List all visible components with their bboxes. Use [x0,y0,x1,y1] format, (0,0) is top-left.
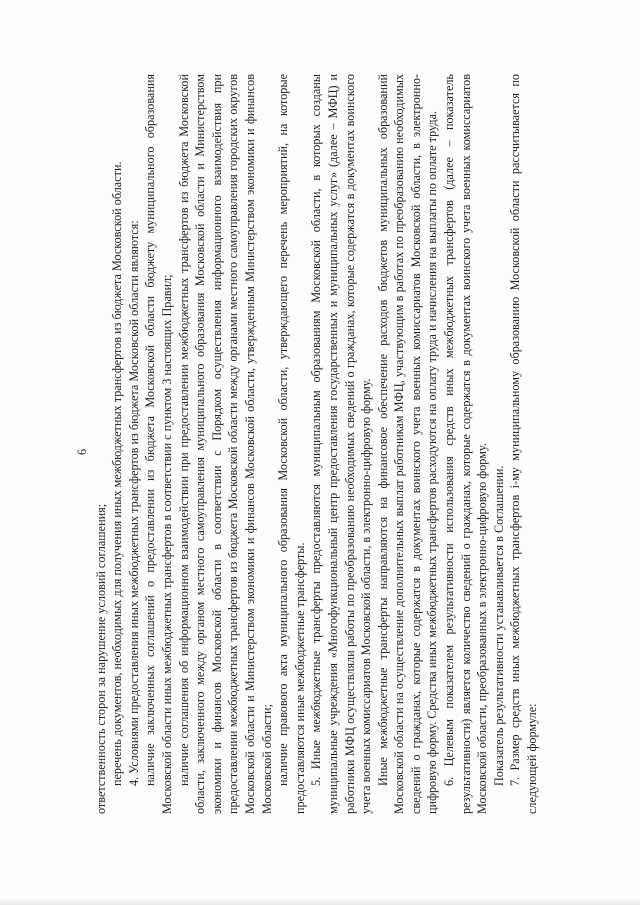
paragraph: 5. Иные межбюджетные трансферты предоставляются муниципальным образованиям Московской области, в которых созданы муниципальные учреждения «Многофункциональный центр предоставления государственных и муниципальных услуг» (далее – МФЦ) и работники МФЦ осуществляли работы по преобразованию необходимых сведений о гражданах, которые содержатся в документах воинского учета военных комиссариатов Московской области, в электронно-цифровую форму. [309,74,374,814]
paragraph: 4. Условиями предоставления иных межбюджетных трансфертов из бюджета Московской области являются: [126,220,141,786]
rotated-text-block [40,32,600,872]
page-number: 6 [75,448,89,456]
body-text [93,32,541,872]
paragraph: Показатель результативности устанавливается в Соглашении. [491,465,506,786]
paragraph: перечень документов, необходимых для получения иных межбюджетных трансфертов из бюджета Московской области. [110,161,125,786]
paragraph: наличие соглашения об информационном взаимодействии при предоставлении межбюджетных трансфертов из бюджета Московской области, заключенного между органом местного самоуправления муниципального образования Московской области и Министерством экономики и финансов Московской области в соответствии с Порядком осуществления информационного взаимодействия при предоставлении межбюджетных трансфертов из бюджета Московской области между органами местного самоуправления городских округов Московской области и Министерством экономики и финансов Московской области, утвержденным Министерством экономики и финансов Московской области; [176,74,274,814]
scan-edge [0,897,640,905]
paragraph: 7. Размер средств иных межбюджетных трансфертов i-му муниципальному образованию Московской области рассчитывается по следующей формуле: [508,74,540,814]
paragraph: Иные межбюджетные трансферты направляются на финансовое обеспечение расходов бюджетов муниципальных образований Московской области на осуществление дополнительных выплат работникам МФЦ, участвующим в работах по преобразованию необходимых сведений о гражданах, которые содержатся в документах воинского учета военных комиссариатов Московской области, в электронно-цифровую форму. Средства иных межбюджетных трансфертов расходуются на оплату труда и начисления на выплаты по оплате труда. [375,74,440,814]
paragraph: ответственность сторон за нарушение условий соглашения; [93,503,108,814]
paragraph: наличие заключенных соглашений о предоставлении из бюджета Московской области бюджету муниципального образования Московской области иных межбюджетных трансфертов в соответствии с пунктом 3 настоящих Правил; [143,74,174,814]
paragraph: наличие правового акта муниципального образования Московской области, утверждающего перечень мероприятий, на которые предоставляются иные межбюджетные трансферты. [276,74,307,814]
paragraph: 6. Целевым показателем результативности использования средств иных межбюджетных трансфертов (далее – показатель результативности) является количество сведений о гражданах, которые содержатся в документах воинского учета военных комиссариатов Московской области, преобразованных в электронно-цифровую форму. [442,74,490,814]
